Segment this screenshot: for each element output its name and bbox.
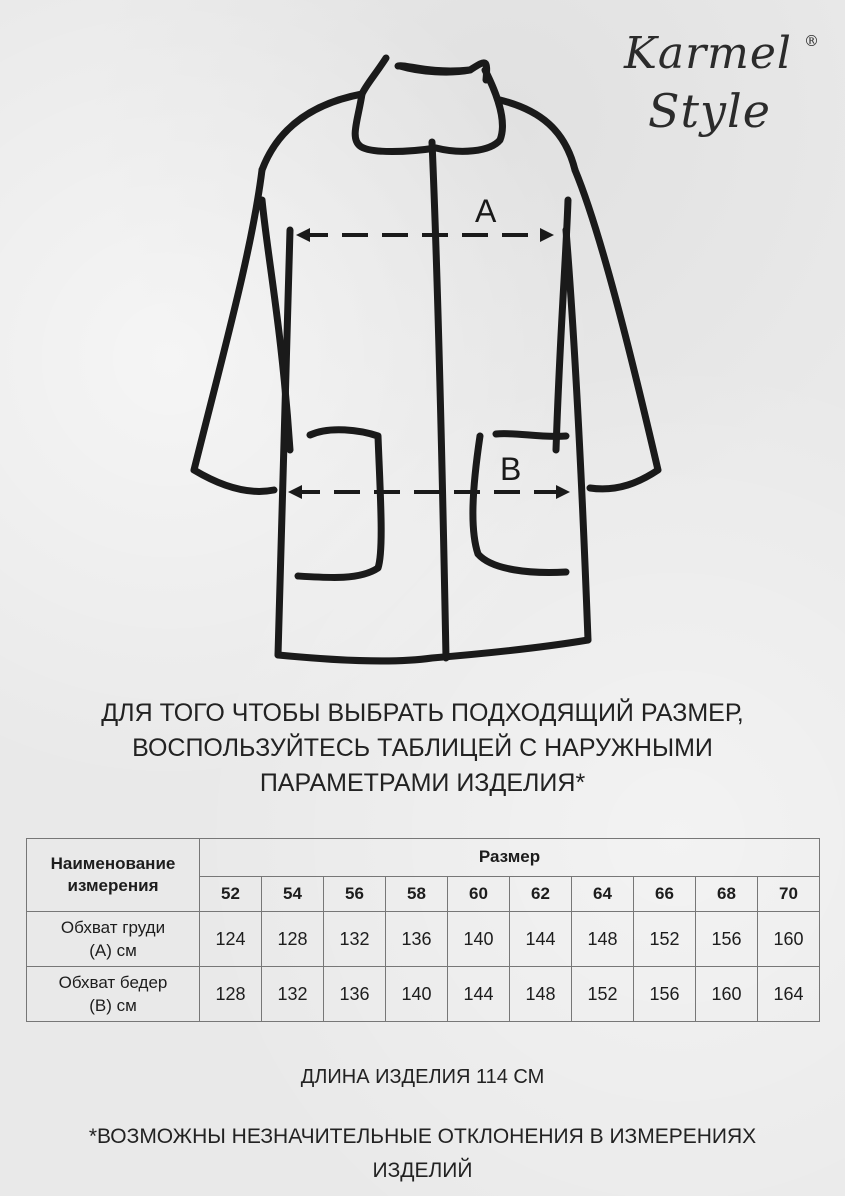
coat-right-shoulder [500,100,575,170]
chest-value: 128 [262,912,324,967]
hips-value: 148 [510,967,572,1022]
registered-mark: ® [804,32,819,50]
coat-collar-back [398,66,470,71]
hips-value: 144 [448,967,510,1022]
label-b: B [500,451,522,487]
coat-left-shoulder [262,94,362,170]
size-header: Размер [200,839,820,877]
heading-line3: ПАРАМЕТРАМИ ИЗДЕЛИЯ* [259,769,586,797]
table-row-chest [27,912,820,967]
hips-value: 136 [324,967,386,1022]
chest-value: 152 [634,912,696,967]
chest-value: 144 [510,912,572,967]
heading-line1: ДЛЯ ТОГО ЧТОБЫ ВЫБРАТЬ ПОДХОДЯЩИЙ РАЗМЕР, [101,699,744,727]
heading [40,696,805,801]
chest-value: 148 [572,912,634,967]
size-cell: 68 [696,876,758,912]
product-length: ДЛИНА ИЗДЕЛИЯ 114 СМ [300,1066,545,1088]
measurement-name-header-line2: измерения [67,876,159,895]
size-cell: 70 [758,876,820,912]
brand-name-line2: Style [648,84,771,138]
arrow-a-right [540,228,554,242]
note-line1: *ВОЗМОЖНЫ НЕЗНАЧИТЕЛЬНЫЕ ОТКЛОНЕНИЯ В ИЗМЕРЕНИЯХ [88,1125,757,1148]
hips-value: 164 [758,967,820,1022]
chest-value: 132 [324,912,386,967]
size-table [26,838,820,1022]
hips-value: 140 [386,967,448,1022]
size-cell: 54 [262,876,324,912]
size-cell: 62 [510,876,572,912]
note-line2: ИЗДЕЛИЙ [372,1159,473,1182]
table-row-hips [27,967,820,1022]
chest-value: 160 [758,912,820,967]
row-name-hips [27,967,200,1022]
chest-value: 156 [696,912,758,967]
coat-hem [278,640,588,661]
disclaimer-note [40,1120,805,1188]
row-name-hips-line1: Обхват бедер [58,973,168,992]
brand-name-line1: Karmel [624,28,792,79]
row-name-chest [27,912,200,967]
table-header-row [27,839,820,877]
coat-diagram [170,30,670,680]
hips-value: 160 [696,967,758,1022]
chest-value: 124 [200,912,262,967]
chest-value: 140 [448,912,510,967]
row-name-chest-line1: Обхват груди [60,918,166,937]
size-cell: 56 [324,876,386,912]
hips-value: 128 [200,967,262,1022]
arrow-a-left [296,228,310,242]
arrow-b-right [556,485,570,499]
hips-value: 152 [572,967,634,1022]
size-cell: 66 [634,876,696,912]
heading-line2: ВОСПОЛЬЗУЙТЕСЬ ТАБЛИЦЕЙ С НАРУЖНЫМИ [132,734,713,762]
coat-right-sleeve [575,170,658,489]
coat-left-pocket [298,430,381,578]
label-a: A [475,193,497,229]
size-cell: 64 [572,876,634,912]
size-cell: 60 [448,876,510,912]
hips-value: 132 [262,967,324,1022]
coat-placket [432,142,446,658]
row-name-hips-line2: (В) см [89,996,137,1015]
size-cell: 58 [386,876,448,912]
size-cell: 52 [200,876,262,912]
hips-value: 156 [634,967,696,1022]
measurement-name-header [27,839,200,912]
row-name-chest-line2: (А) см [89,941,137,960]
measurement-name-header-line1: Наименование [50,854,176,873]
chest-value: 136 [386,912,448,967]
arrow-b-left [288,485,302,499]
